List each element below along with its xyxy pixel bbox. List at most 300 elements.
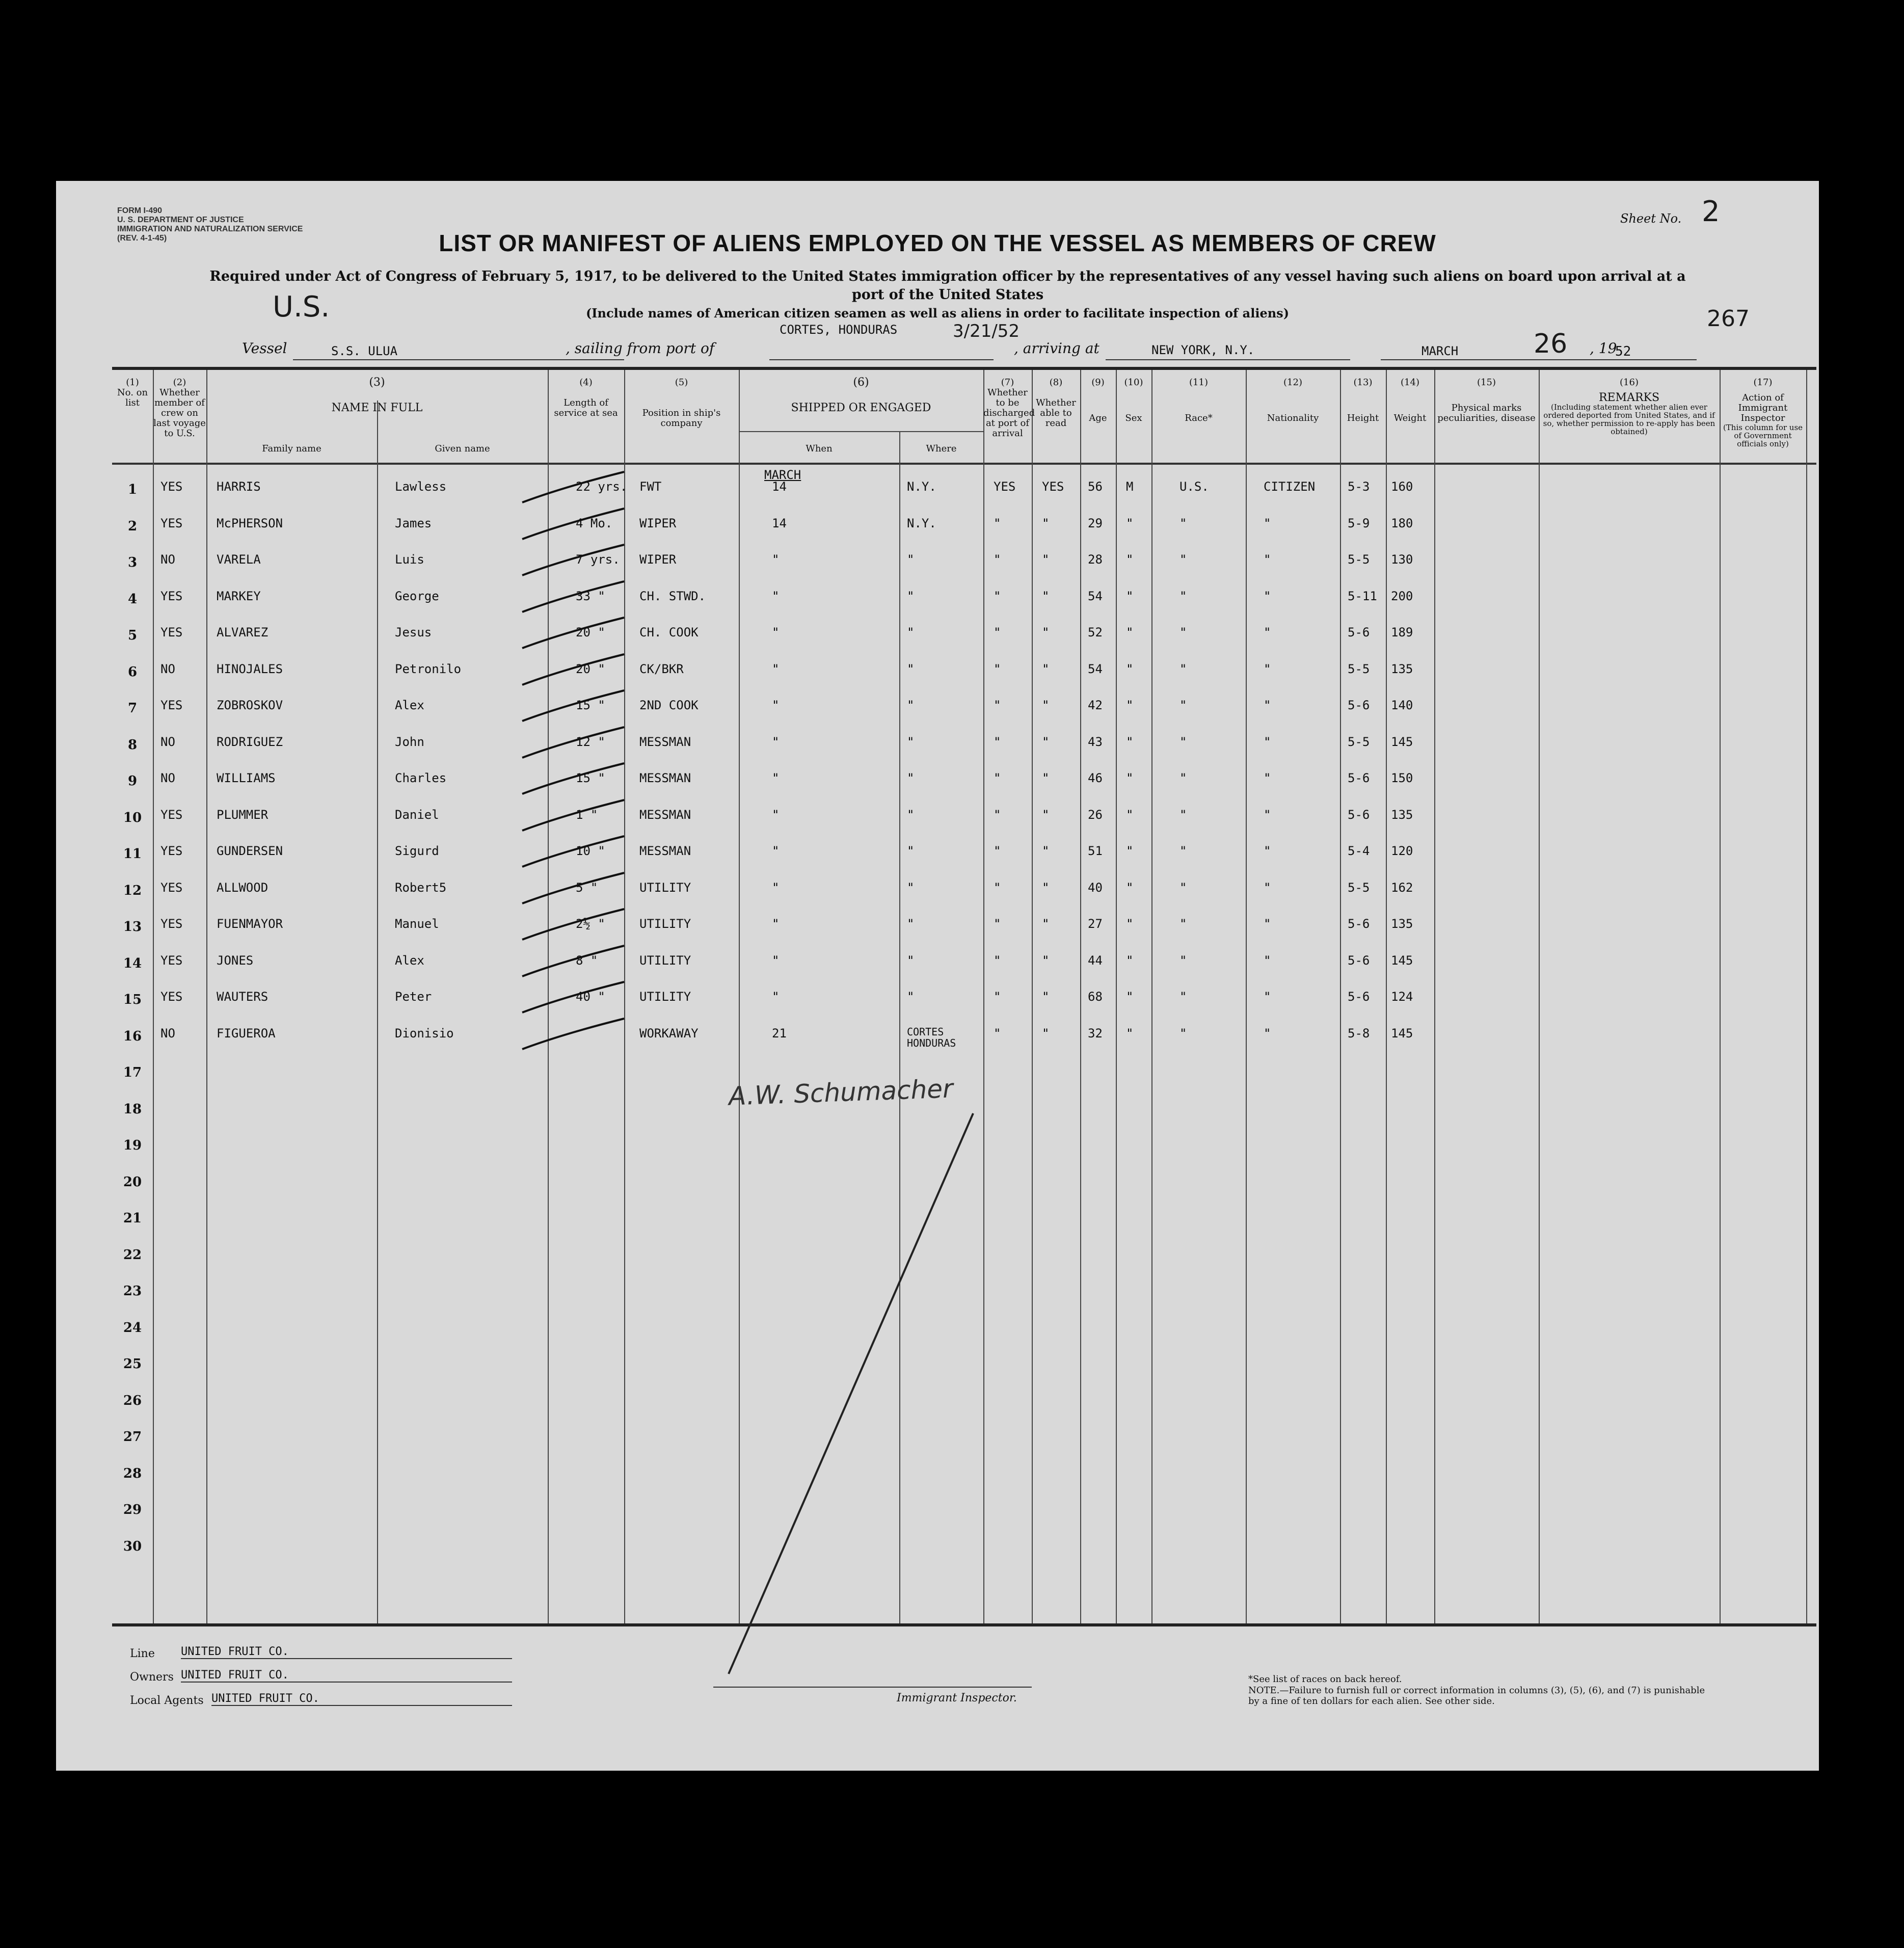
- length-of-service: 20 ": [576, 661, 605, 676]
- agents-label: Local Agents: [130, 1694, 204, 1707]
- position-in-company: UTILITY: [639, 917, 691, 931]
- shipped-when: ": [772, 552, 780, 567]
- port-underline: [769, 339, 994, 360]
- to-be-discharged: ": [994, 589, 1001, 603]
- nationality: ": [1264, 880, 1271, 895]
- sheet-number: 2: [1702, 195, 1720, 228]
- height: 5-6: [1348, 771, 1370, 785]
- row-number: 2: [127, 518, 138, 534]
- col2-header: (2) Whether member of crew on last voyage to U.S.: [153, 377, 206, 439]
- pen-strike-mark: [517, 941, 629, 981]
- race: ": [1179, 734, 1187, 749]
- pen-strike-mark: [517, 977, 629, 1018]
- empty-row-number: 18: [123, 1101, 142, 1117]
- to-be-discharged: ": [994, 552, 1001, 567]
- family-name: JONES: [217, 953, 254, 968]
- length-of-service: 12 ": [576, 734, 605, 749]
- family-name: VARELA: [217, 552, 261, 567]
- pen-strike-mark: [517, 576, 629, 617]
- shipped-where: ": [907, 661, 915, 676]
- height: 5-5: [1348, 552, 1370, 567]
- col11-header: (11) Race*: [1185, 377, 1213, 423]
- empty-row-number: 17: [123, 1065, 142, 1080]
- weight: 160: [1391, 479, 1413, 494]
- given-name: Alex: [395, 953, 424, 968]
- shipped-when: ": [772, 625, 780, 639]
- crew-on-last-voyage: YES: [160, 589, 183, 603]
- sex: ": [1126, 990, 1134, 1004]
- nationality: ": [1264, 625, 1271, 639]
- family-name: FUENMAYOR: [217, 917, 283, 931]
- race: ": [1179, 917, 1187, 931]
- family-name: WILLIAMS: [217, 771, 276, 785]
- height: 5-5: [1348, 880, 1370, 895]
- height: 5-6: [1348, 917, 1370, 931]
- vessel-label: Vessel: [242, 340, 287, 357]
- race: ": [1179, 807, 1187, 822]
- shipped-when: ": [772, 844, 780, 858]
- month-header: MARCH: [764, 468, 801, 482]
- col14-header: (14) Weight: [1393, 377, 1427, 423]
- shipped-where: ": [907, 990, 915, 1004]
- race: U.S.: [1179, 479, 1209, 494]
- able-to-read: ": [1042, 1026, 1050, 1040]
- weight: 200: [1391, 589, 1413, 603]
- family-name: HINOJALES: [217, 661, 283, 676]
- length-of-service: 22 yrs.: [576, 479, 628, 494]
- position-in-company: CH. COOK: [639, 625, 699, 639]
- crew-on-last-voyage: YES: [160, 844, 183, 858]
- shipped-where: ": [907, 953, 915, 968]
- weight: 135: [1391, 661, 1413, 676]
- col16-header: (16) REMARKS (Including statement whether alien ever ordered deported from United States, and if so, whether permission to re-apply has been obtained): [1543, 377, 1715, 436]
- row-number: 13: [123, 919, 142, 935]
- able-to-read: ": [1042, 516, 1050, 530]
- race: ": [1179, 589, 1187, 603]
- given-name: Daniel: [395, 807, 439, 822]
- manifest-sheet: [56, 181, 1819, 1771]
- nationality: ": [1264, 734, 1271, 749]
- col15-header: (15) Physical marks peculiarities, disease: [1437, 377, 1536, 423]
- to-be-discharged: ": [994, 698, 1001, 712]
- given-name: John: [395, 734, 424, 749]
- empty-row-number: 30: [123, 1538, 142, 1554]
- pen-strike-mark: [517, 503, 629, 544]
- crew-on-last-voyage: NO: [160, 661, 175, 676]
- nationality: ": [1264, 953, 1271, 968]
- shipped-where: ": [907, 917, 915, 931]
- given-name: Sigurd: [395, 844, 439, 858]
- height: 5-5: [1348, 661, 1370, 676]
- shipped-where: ": [907, 880, 915, 895]
- page-subtitle: Required under Act of Congress of February 5, 1917, to be delivered to the United States immigration officer by the representatives of any vessel having such aliens on board upon arrival at a port of the United States: [209, 269, 1686, 303]
- given-name: Lawless: [395, 479, 447, 494]
- form-service: IMMIGRATION AND NATURALIZATION SERVICE: [117, 225, 303, 233]
- able-to-read: ": [1042, 990, 1050, 1004]
- sex: ": [1126, 516, 1134, 530]
- nationality: ": [1264, 990, 1271, 1004]
- length-of-service: 1 ": [576, 807, 598, 822]
- nationality: CITIZEN: [1264, 479, 1316, 494]
- form-revision: (REV. 4-1-45): [117, 234, 167, 243]
- race: ": [1179, 844, 1187, 858]
- row-number: 6: [127, 664, 138, 680]
- pen-strike-mark: [517, 722, 629, 763]
- weight: 162: [1391, 880, 1413, 895]
- race: ": [1179, 990, 1187, 1004]
- empty-row-number: 19: [123, 1138, 142, 1153]
- able-to-read: ": [1042, 698, 1050, 712]
- crew-on-last-voyage: NO: [160, 1026, 175, 1040]
- shipped-when: ": [772, 953, 780, 968]
- race: ": [1179, 516, 1187, 530]
- nationality: ": [1264, 516, 1271, 530]
- able-to-read: ": [1042, 880, 1050, 895]
- sex: ": [1126, 552, 1134, 567]
- col5-header: (5) Position in ship's company: [642, 377, 721, 429]
- owners-label: Owners: [130, 1671, 174, 1684]
- row-number: 14: [123, 955, 142, 971]
- weight: 130: [1391, 552, 1413, 567]
- crew-on-last-voyage: YES: [160, 807, 183, 822]
- shipped-when: ": [772, 734, 780, 749]
- length-of-service: 4 Mo.: [576, 516, 613, 530]
- pen-strike-mark: [517, 540, 629, 580]
- age: 46: [1088, 771, 1103, 785]
- age: 42: [1088, 698, 1103, 712]
- age: 52: [1088, 625, 1103, 639]
- line-label: Line: [130, 1647, 155, 1660]
- row-number: 16: [123, 1028, 142, 1044]
- pen-strike-mark: [517, 612, 629, 653]
- shipped-where: ": [907, 552, 915, 567]
- able-to-read: ": [1042, 625, 1050, 639]
- family-name: ALLWOOD: [217, 880, 269, 895]
- sex: ": [1126, 734, 1134, 749]
- position-in-company: MESSMAN: [639, 807, 691, 822]
- weight: 140: [1391, 698, 1413, 712]
- age: 51: [1088, 844, 1103, 858]
- shipped-where: ": [907, 807, 915, 822]
- crew-on-last-voyage: YES: [160, 990, 183, 1004]
- height: 5-4: [1348, 844, 1370, 858]
- sex: ": [1126, 953, 1134, 968]
- crew-on-last-voyage: YES: [160, 917, 183, 931]
- height: 5-6: [1348, 953, 1370, 968]
- pen-strike-mark: [517, 904, 629, 945]
- able-to-read: ": [1042, 661, 1050, 676]
- position-in-company: UTILITY: [639, 953, 691, 968]
- when-header: When: [806, 443, 833, 454]
- age: 68: [1088, 990, 1103, 1004]
- position-in-company: WORKAWAY: [639, 1026, 699, 1040]
- position-in-company: MESSMAN: [639, 771, 691, 785]
- shipped-where: ": [907, 589, 915, 603]
- agents-value: UNITED FRUIT CO.: [211, 1692, 512, 1706]
- given-name: Alex: [395, 698, 424, 712]
- race: ": [1179, 771, 1187, 785]
- length-of-service: 33 ": [576, 589, 605, 603]
- vessel-name: S.S. ULUA: [331, 344, 398, 358]
- nationality: ": [1264, 807, 1271, 822]
- age: 29: [1088, 516, 1103, 530]
- penalty-note: NOTE.—Failure to furnish full or correct information in columns (3), (5), (6), and (7) is punishable by a fine of ten dollars for each alien. See other side.: [1248, 1685, 1705, 1706]
- height: 5-8: [1348, 1026, 1370, 1040]
- col13-header: (13) Height: [1347, 377, 1379, 423]
- pen-strike-mark: [517, 1013, 629, 1054]
- able-to-read: YES: [1042, 479, 1064, 494]
- row-number: 5: [127, 628, 138, 643]
- shipped-where: N.Y.: [907, 479, 936, 494]
- family-name: ZOBROSKOV: [217, 698, 283, 712]
- to-be-discharged: ": [994, 917, 1001, 931]
- age: 26: [1088, 807, 1103, 822]
- year-prefix: , 19: [1590, 340, 1617, 357]
- to-be-discharged: ": [994, 625, 1001, 639]
- shipped-when: ": [772, 661, 780, 676]
- age: 40: [1088, 880, 1103, 895]
- pen-strike-mark: [517, 758, 629, 799]
- race: ": [1179, 953, 1187, 968]
- position-in-company: MESSMAN: [639, 734, 691, 749]
- shipped-when: ": [772, 880, 780, 895]
- nationality: ": [1264, 771, 1271, 785]
- age: 27: [1088, 917, 1103, 931]
- row-number: 10: [123, 810, 142, 825]
- col1-header: (1) No. on list: [117, 377, 148, 408]
- to-be-discharged: ": [994, 771, 1001, 785]
- race-note: *See list of races on back hereof.: [1248, 1674, 1402, 1685]
- to-be-discharged: YES: [994, 479, 1016, 494]
- length-of-service: 2½ ": [576, 917, 605, 931]
- race: ": [1179, 880, 1187, 895]
- position-in-company: WIPER: [639, 552, 677, 567]
- arriving-port: NEW YORK, N.Y.: [1151, 343, 1255, 357]
- weight: 120: [1391, 844, 1413, 858]
- to-be-discharged: ": [994, 734, 1001, 749]
- header-divider: [112, 463, 1816, 465]
- able-to-read: ": [1042, 589, 1050, 603]
- shipped-when: 21: [772, 1026, 787, 1040]
- height: 5-11: [1348, 589, 1377, 603]
- col12-header: (12) Nationality: [1267, 377, 1319, 423]
- page-subnote: (Include names of American citizen seamen as well as aliens in order to facilitate inspection of aliens): [585, 306, 1290, 321]
- age: 54: [1088, 661, 1103, 676]
- page-title: LIST OR MANIFEST OF ALIENS EMPLOYED ON THE VESSEL AS MEMBERS OF CREW: [439, 230, 1436, 256]
- weight: 135: [1391, 917, 1413, 931]
- able-to-read: ": [1042, 807, 1050, 822]
- given-name: Charles: [395, 771, 447, 785]
- given-name: Manuel: [395, 917, 439, 931]
- given-name: Luis: [395, 552, 424, 567]
- height: 5-3: [1348, 479, 1370, 494]
- sex: ": [1126, 698, 1134, 712]
- to-be-discharged: ": [994, 1026, 1001, 1040]
- given-name-header: Given name: [435, 443, 490, 454]
- form-number: FORM I-490: [117, 206, 163, 215]
- height: 5-6: [1348, 698, 1370, 712]
- nationality: ": [1264, 1026, 1271, 1040]
- family-name-header: Family name: [262, 443, 321, 454]
- col7-header: (7) Whether to be discharged at port of arrival: [983, 377, 1035, 439]
- given-name: Petronilo: [395, 661, 462, 676]
- able-to-read: ": [1042, 734, 1050, 749]
- family-name: GUNDERSEN: [217, 844, 283, 858]
- sex: ": [1126, 880, 1134, 895]
- nationality: ": [1264, 552, 1271, 567]
- col9-header: (9) Age: [1089, 377, 1107, 423]
- row-number: 3: [127, 555, 138, 570]
- sex: ": [1126, 589, 1134, 603]
- pen-strike-mark: [517, 868, 629, 909]
- shipped-where: ": [907, 844, 915, 858]
- family-name: ALVAREZ: [217, 625, 269, 639]
- position-in-company: WIPER: [639, 516, 677, 530]
- family-name: PLUMMER: [217, 807, 269, 822]
- arriving-label: , arriving at: [1014, 340, 1100, 357]
- shipped-when: 14: [772, 516, 787, 530]
- inspector-line: [713, 1687, 1032, 1688]
- position-in-company: FWT: [639, 479, 662, 494]
- age: 56: [1088, 479, 1103, 494]
- weight: 135: [1391, 807, 1413, 822]
- empty-row-number: 27: [123, 1429, 142, 1445]
- length-of-service: 5 ": [576, 880, 598, 895]
- able-to-read: ": [1042, 917, 1050, 931]
- race: ": [1179, 698, 1187, 712]
- empty-row-number: 23: [123, 1284, 142, 1299]
- length-of-service: 20 ": [576, 625, 605, 639]
- length-of-service: 7 yrs.: [576, 552, 620, 567]
- length-of-service: 15 ": [576, 771, 605, 785]
- row-number: 4: [127, 591, 138, 607]
- family-name: FIGUEROA: [217, 1026, 276, 1040]
- given-name: James: [395, 516, 432, 530]
- shipped-when: ": [772, 698, 780, 712]
- where-header: Where: [926, 443, 957, 454]
- crew-on-last-voyage: YES: [160, 880, 183, 895]
- to-be-discharged: ": [994, 661, 1001, 676]
- empty-row-number: 21: [123, 1211, 142, 1226]
- given-name: George: [395, 589, 439, 603]
- sail-date: 3/21/52: [953, 321, 1020, 341]
- shipped-where: ": [907, 734, 915, 749]
- inspector-signature: A.W. Schumacher: [728, 1074, 954, 1111]
- shipped-when: 14: [772, 479, 787, 494]
- crew-on-last-voyage: NO: [160, 552, 175, 567]
- row-number: 12: [123, 883, 142, 898]
- age: 43: [1088, 734, 1103, 749]
- cancel-stroke: [718, 1108, 983, 1679]
- weight: 145: [1391, 1026, 1413, 1040]
- sailing-label: , sailing from port of: [566, 340, 715, 357]
- race: ": [1179, 552, 1187, 567]
- col6-header: (6) SHIPPED OR ENGAGED: [791, 376, 931, 414]
- sex: ": [1126, 1026, 1134, 1040]
- row-number: 11: [123, 846, 142, 862]
- shipped-when: ": [772, 807, 780, 822]
- race: ": [1179, 661, 1187, 676]
- arrival-month: MARCH: [1422, 344, 1459, 358]
- nationality: ": [1264, 917, 1271, 931]
- length-of-service: 15 ": [576, 698, 605, 712]
- weight: 124: [1391, 990, 1413, 1004]
- arrival-year: 52: [1615, 344, 1631, 359]
- length-of-service: 40 ": [576, 990, 605, 1004]
- col3-header: (3) NAME IN FULL: [331, 376, 423, 414]
- sex: ": [1126, 661, 1134, 676]
- to-be-discharged: ": [994, 990, 1001, 1004]
- crew-on-last-voyage: YES: [160, 953, 183, 968]
- inspector-label: Immigrant Inspector.: [897, 1692, 1017, 1704]
- to-be-discharged: ": [994, 880, 1001, 895]
- col17-header: (17) Action of Immigrant Inspector (This column for use of Government officials only): [1723, 377, 1803, 448]
- race: ": [1179, 625, 1187, 639]
- height: 5-6: [1348, 807, 1370, 822]
- nationality: ": [1264, 844, 1271, 858]
- sex: M: [1126, 479, 1134, 494]
- given-name: Robert5: [395, 880, 447, 895]
- shipped-when: ": [772, 589, 780, 603]
- row-number: 7: [127, 701, 138, 716]
- height: 5-5: [1348, 734, 1370, 749]
- sex: ": [1126, 807, 1134, 822]
- row-number: 15: [123, 992, 142, 1007]
- empty-row-number: 29: [123, 1502, 142, 1517]
- shipped-when: ": [772, 771, 780, 785]
- position-in-company: UTILITY: [639, 990, 691, 1004]
- given-name: Dionisio: [395, 1026, 454, 1040]
- family-name: MARKEY: [217, 589, 261, 603]
- nationality: ": [1264, 661, 1271, 676]
- weight: 180: [1391, 516, 1413, 530]
- position-in-company: CK/BKR: [639, 661, 684, 676]
- height: 5-6: [1348, 990, 1370, 1004]
- crew-on-last-voyage: NO: [160, 734, 175, 749]
- empty-row-number: 24: [123, 1320, 142, 1336]
- sailing-port: CORTES, HONDURAS: [780, 323, 898, 337]
- family-name: McPHERSON: [217, 516, 283, 530]
- pen-strike-mark: [517, 685, 629, 726]
- empty-row-number: 22: [123, 1247, 142, 1263]
- shipped-where: N.Y.: [907, 516, 936, 530]
- age: 32: [1088, 1026, 1103, 1040]
- race: ": [1179, 1026, 1187, 1040]
- empty-row-number: 28: [123, 1465, 142, 1481]
- col4-header: (4) Length of service at sea: [554, 377, 618, 418]
- height: 5-9: [1348, 516, 1370, 530]
- position-in-company: CH. STWD.: [639, 589, 706, 603]
- family-name: WAUTERS: [217, 990, 269, 1004]
- length-of-service: 8 ": [576, 953, 598, 968]
- sheet-label: Sheet No.: [1620, 211, 1682, 226]
- crew-on-last-voyage: NO: [160, 771, 175, 785]
- to-be-discharged: ": [994, 516, 1001, 530]
- crew-on-last-voyage: YES: [160, 516, 183, 530]
- empty-row-number: 25: [123, 1356, 142, 1372]
- row-number: 1: [127, 482, 138, 497]
- weight: 145: [1391, 734, 1413, 749]
- position-in-company: UTILITY: [639, 880, 691, 895]
- shipped-when: ": [772, 917, 780, 931]
- able-to-read: ": [1042, 771, 1050, 785]
- pen-strike-mark: [517, 649, 629, 690]
- shipped-where: ": [907, 698, 915, 712]
- to-be-discharged: ": [994, 953, 1001, 968]
- weight: 145: [1391, 953, 1413, 968]
- to-be-discharged: ": [994, 844, 1001, 858]
- able-to-read: ": [1042, 844, 1050, 858]
